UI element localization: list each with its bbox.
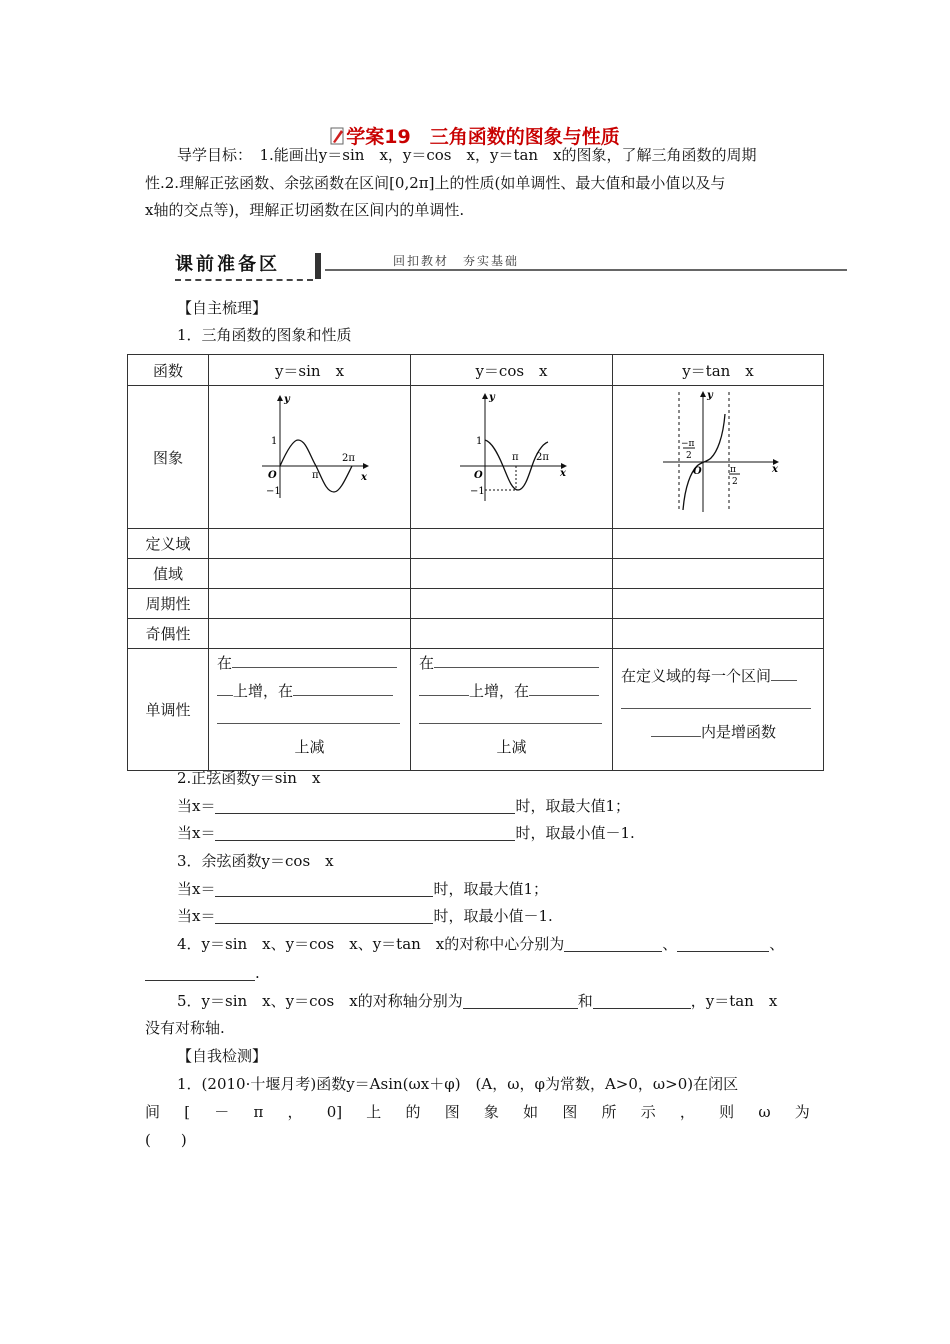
item4-line-2 <box>145 960 810 987</box>
row-label: 单调性 <box>128 649 209 771</box>
item5-and: 和 <box>577 992 593 1010</box>
tick-pi: π <box>511 452 519 463</box>
cos-graph-cell <box>411 386 613 529</box>
x-label: x <box>360 472 367 483</box>
item3-min-line <box>177 903 842 930</box>
empty-cell <box>209 589 411 619</box>
tick-pi: π <box>311 470 319 481</box>
x-label: x <box>559 468 566 479</box>
answer-blank[interactable] <box>145 965 255 981</box>
y-label: y <box>488 392 495 403</box>
q1-word: 则 <box>719 1103 735 1121</box>
mono-text: 上增，在 <box>469 682 530 700</box>
table-header-cell: 函数 <box>128 355 209 386</box>
item5-text: 5．y＝sin x、y＝cos x的对称轴分别为 <box>177 992 463 1010</box>
empty-cell <box>613 559 824 589</box>
item2-heading: 2.正弦函数y＝sin x <box>177 769 321 787</box>
empty-cell <box>209 529 411 559</box>
answer-blank[interactable] <box>593 993 691 1009</box>
section-banner <box>175 251 847 281</box>
q1-word: 为 <box>794 1103 810 1121</box>
section-subtitle: 回扣教材 夯实基础 <box>393 254 520 268</box>
cos-graph <box>412 386 612 524</box>
sin-monotonic-cell <box>209 649 411 771</box>
answer-blank[interactable] <box>217 723 400 724</box>
table-row <box>128 619 824 649</box>
empty-cell <box>411 559 613 589</box>
item2-min-suffix: 时，取最小值－1. <box>515 824 635 842</box>
empty-cell <box>613 529 824 559</box>
item2-min-prefix: 当x＝ <box>177 824 216 842</box>
item2-min-line <box>177 820 842 847</box>
tick-2pi: 2π <box>341 453 355 464</box>
item5-line <box>177 988 842 1015</box>
tick-2pi: 2π <box>535 452 549 463</box>
mono-text: 在 <box>419 654 435 672</box>
row-label: 周期性 <box>128 589 209 619</box>
row-label: 定义域 <box>128 529 209 559</box>
tick-neg1: −1 <box>469 486 485 497</box>
mono-text: 在定义域的每一个区间 <box>621 667 772 685</box>
answer-blank[interactable] <box>215 825 515 841</box>
section-divider <box>315 253 321 279</box>
item3-max-suffix: 时，取最大值1； <box>433 880 549 898</box>
empty-cell <box>613 589 824 619</box>
answer-blank[interactable] <box>215 798 515 814</box>
mono-text: 上增，在 <box>233 682 294 700</box>
section-rule <box>325 269 847 271</box>
item3-min-suffix: 时，取最小值－1. <box>433 907 553 925</box>
empty-cell <box>209 559 411 589</box>
tick-1: 1 <box>270 436 277 447</box>
q1-word: 示 <box>640 1103 656 1121</box>
tick-neg1: −1 <box>265 486 281 497</box>
item1-heading: 1．三角函数的图象和性质 <box>177 326 352 344</box>
row-label: 值域 <box>128 559 209 589</box>
mono-text: 在 <box>217 654 233 672</box>
item4-end: . <box>255 964 260 982</box>
origin-label: O <box>693 466 702 477</box>
table-header-cell: y＝tan x <box>613 355 824 386</box>
q1-word: 如 <box>523 1103 539 1121</box>
answer-blank[interactable] <box>293 695 393 696</box>
cos-monotonic-cell <box>411 649 613 771</box>
tan-monotonic-cell <box>613 649 824 771</box>
q1-word: π <box>253 1103 264 1121</box>
item4-text: 4．y＝sin x、y＝cos x、y＝tan x的对称中心分别为 <box>177 935 565 953</box>
item3-heading: 3．余弦函数y＝cos x <box>177 852 334 870</box>
separator: 、 <box>769 935 785 953</box>
answer-blank[interactable] <box>434 667 599 668</box>
empty-cell <box>411 589 613 619</box>
answer-blank[interactable] <box>419 723 602 724</box>
item3-min-prefix: 当x＝ <box>177 907 216 925</box>
q1-word: ω <box>758 1103 771 1121</box>
answer-blank[interactable] <box>564 936 662 952</box>
y-label: y <box>707 390 713 401</box>
answer-blank[interactable] <box>529 695 599 696</box>
empty-cell <box>411 619 613 649</box>
answer-blank[interactable] <box>215 881 433 897</box>
q1-word: － <box>214 1103 230 1121</box>
mono-text: 上减 <box>294 738 325 756</box>
item5-tail: ，y＝tan x <box>690 992 778 1010</box>
empty-cell <box>209 619 411 649</box>
answer-blank[interactable] <box>463 993 578 1009</box>
separator: 、 <box>662 935 678 953</box>
mono-text: 上减 <box>496 738 527 756</box>
q1-line-2 <box>145 1099 810 1126</box>
q1-answer-bracket[interactable]: ( ) <box>145 1131 187 1149</box>
table-row <box>128 589 824 619</box>
table-row <box>128 355 824 386</box>
answer-blank[interactable] <box>215 908 433 924</box>
q1-word: ， <box>679 1103 695 1121</box>
answer-blank[interactable] <box>621 708 811 709</box>
y-label: y <box>283 394 290 405</box>
item5-line-2: 没有对称轴. <box>145 1019 225 1037</box>
table-row <box>128 559 824 589</box>
row-label: 奇偶性 <box>128 619 209 649</box>
empty-cell <box>411 529 613 559</box>
row-label: 图象 <box>128 386 209 529</box>
origin-label: O <box>473 470 483 481</box>
properties-table <box>127 354 824 771</box>
item3-max-line <box>177 876 842 903</box>
tick-neg-pi: −π <box>681 439 695 449</box>
goal-line-3: x轴的交点等)，理解正切函数在区间内的单调性. <box>145 201 465 219</box>
empty-cell <box>613 619 824 649</box>
q1-word: 的 <box>405 1103 421 1121</box>
item2-max-prefix: 当x＝ <box>177 797 216 815</box>
sin-graph <box>210 386 410 524</box>
answer-blank[interactable] <box>677 936 769 952</box>
title-text: 学案19 三角函数的图象与性质 <box>346 126 620 148</box>
sin-graph-cell <box>209 386 411 529</box>
answer-blank[interactable] <box>771 680 797 681</box>
table-header-cell: y＝sin x <box>209 355 411 386</box>
tick-two: 2 <box>686 451 692 461</box>
tan-graph-cell <box>613 386 824 529</box>
q1-word: 间 <box>145 1103 161 1121</box>
section-title: 课前准备区 <box>175 251 313 281</box>
q1-word: ， <box>287 1103 303 1121</box>
answer-blank[interactable] <box>651 736 701 737</box>
tick-1: 1 <box>475 436 482 447</box>
answer-blank[interactable] <box>217 695 233 696</box>
q1-word: [ <box>184 1103 191 1121</box>
table-row <box>128 649 824 771</box>
q1-line-1: 1．(2010·十堰月考)函数y＝Asin(ωx＋φ) (A，ω，φ为常数，A>0，ω>0)在闭区 <box>177 1075 739 1093</box>
goal-line-2: 性.2.理解正弦函数、余弦函数在区间[0,2π]上的性质(如单调性、最大值和最小值以及与 <box>145 174 726 192</box>
q1-word: 上 <box>366 1103 382 1121</box>
origin-label: O <box>267 470 277 481</box>
q1-word: 所 <box>601 1103 617 1121</box>
item4-line <box>177 931 842 958</box>
x-label: x <box>772 464 778 475</box>
q1-word: 图 <box>444 1103 460 1121</box>
ziwo-heading: 【自我检测】 <box>177 1047 268 1065</box>
goal-line-1: 导学目标： 1.能画出y＝sin x，y＝cos x，y＝tan x的图象，了解三角函数的周期 <box>177 146 757 164</box>
zizhu-heading: 【自主梳理】 <box>177 299 268 317</box>
table-header-cell: y＝cos x <box>411 355 613 386</box>
item3-max-prefix: 当x＝ <box>177 880 216 898</box>
answer-blank[interactable] <box>232 667 397 668</box>
tick-two: 2 <box>732 477 738 487</box>
item2-max-line <box>177 793 842 820</box>
item2-max-suffix: 时，取最大值1； <box>515 797 631 815</box>
tan-graph <box>613 386 823 524</box>
q1-word: 图 <box>562 1103 578 1121</box>
q1-word: 0] <box>326 1103 343 1121</box>
table-row <box>128 529 824 559</box>
table-row <box>128 386 824 529</box>
mono-text: 内是增函数 <box>701 723 777 741</box>
answer-blank[interactable] <box>419 695 469 696</box>
tick-pi: π <box>730 465 736 475</box>
q1-word: 象 <box>483 1103 499 1121</box>
